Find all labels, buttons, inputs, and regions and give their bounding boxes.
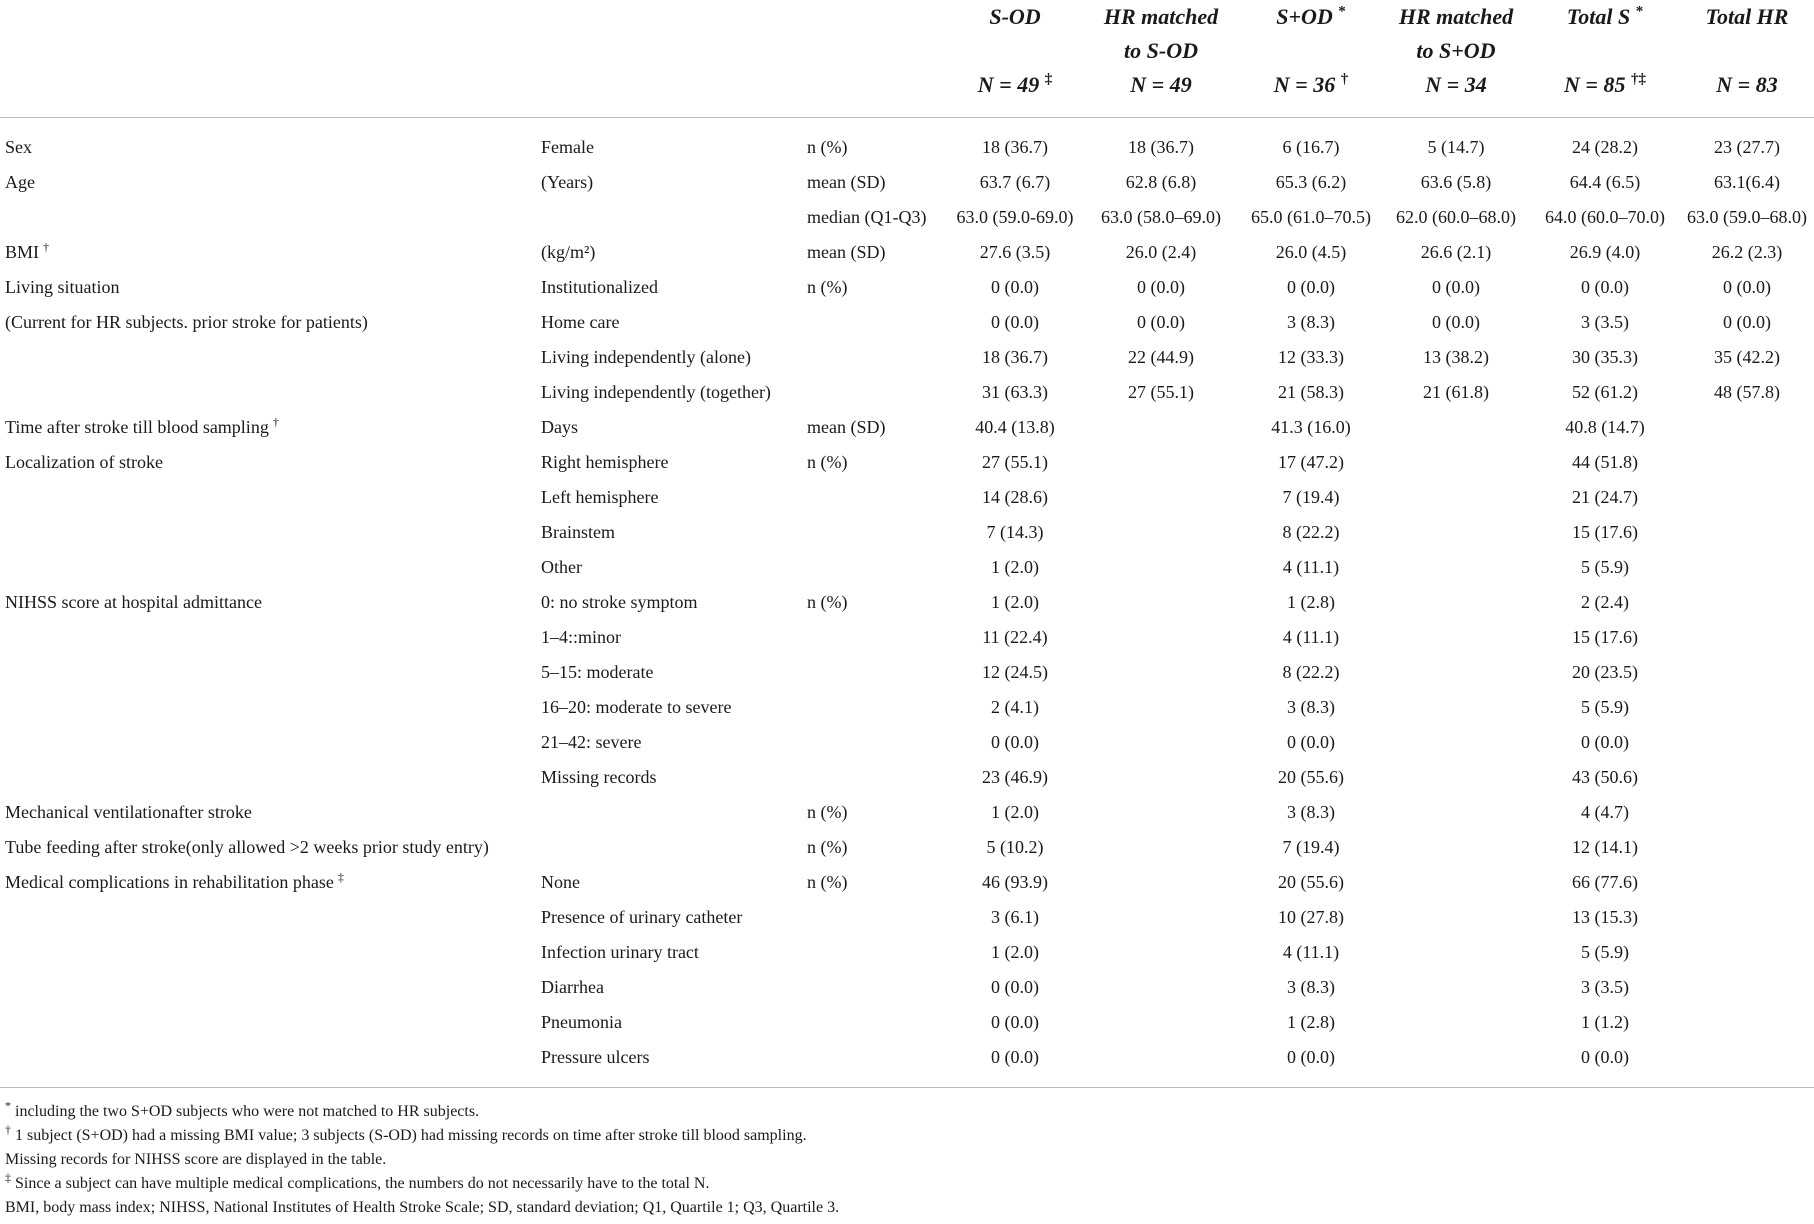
row-statistic: n (%) xyxy=(807,872,848,892)
row-label-text: NIHSS score at hospital admittance xyxy=(5,592,262,612)
table-cell: 27 (55.1) xyxy=(982,452,1048,472)
table-row xyxy=(0,865,1814,900)
table-cell: 1 (2.8) xyxy=(1287,1012,1335,1032)
table-cell: 4 (11.1) xyxy=(1282,942,1340,962)
table-cell: 40.4 (13.8) xyxy=(975,417,1055,437)
row-category: Institutionalized xyxy=(541,277,658,297)
table-cell: 5 (10.2) xyxy=(986,837,1044,857)
row-statistic: n (%) xyxy=(807,592,848,612)
table-row xyxy=(0,130,1814,165)
table-row xyxy=(0,760,1814,795)
table-row xyxy=(0,970,1814,1005)
row-category: Missing records xyxy=(541,767,657,787)
row-label xyxy=(5,480,9,515)
table-cell: 46 (93.9) xyxy=(982,872,1048,892)
table-cell: 0 (0.0) xyxy=(991,1012,1039,1032)
row-label xyxy=(5,760,9,795)
table-cell: 48 (57.8) xyxy=(1714,382,1780,402)
table-cell: 64.4 (6.5) xyxy=(1569,172,1641,192)
row-label xyxy=(5,305,372,340)
table-cell: 64.0 (60.0–70.0) xyxy=(1545,207,1665,227)
table-cell: 3 (8.3) xyxy=(1287,697,1335,717)
table-cell: 5 (14.7) xyxy=(1427,137,1485,157)
column-header xyxy=(1386,0,1526,102)
table-cell: 6 (16.7) xyxy=(1282,137,1340,157)
table-cell: 2 (2.4) xyxy=(1581,592,1629,612)
row-label xyxy=(5,725,9,760)
table-cell: 21 (24.7) xyxy=(1572,487,1638,507)
table-cell: 0 (0.0) xyxy=(1287,277,1335,297)
table-cell: 2 (4.1) xyxy=(991,697,1039,717)
column-header xyxy=(1680,0,1814,102)
column-title-line2: to S-OD xyxy=(1124,38,1198,63)
table-cell: 0 (0.0) xyxy=(991,977,1039,997)
table-cell: 5 (5.9) xyxy=(1581,942,1629,962)
table-cell: 1 (2.0) xyxy=(991,592,1039,612)
table-cell: 15 (17.6) xyxy=(1572,522,1638,542)
table-cell: 20 (55.6) xyxy=(1278,767,1344,787)
row-category: Other xyxy=(541,557,582,577)
column-header xyxy=(948,0,1082,102)
row-label-text: Medical complications in rehabilitation phase xyxy=(5,872,334,892)
table-row xyxy=(0,585,1814,620)
table-cell: 35 (42.2) xyxy=(1714,347,1780,367)
table-cell: 11 (22.4) xyxy=(982,627,1048,647)
bottom-rule xyxy=(0,1087,1814,1088)
column-header xyxy=(1530,0,1680,102)
row-category: 16–20: moderate to severe xyxy=(541,697,732,717)
footnote xyxy=(5,1100,479,1124)
column-title: Total HR xyxy=(1705,4,1789,29)
table-cell: 10 (27.8) xyxy=(1278,907,1344,927)
table-cell: 8 (22.2) xyxy=(1282,662,1340,682)
table-row xyxy=(0,795,1814,830)
table-cell: 12 (33.3) xyxy=(1278,347,1344,367)
column-title-mark: * xyxy=(1338,3,1346,20)
footnote-text: Missing records for NIHSS score are displayed in the table. xyxy=(5,1151,387,1168)
row-label xyxy=(5,375,9,410)
row-category: Living independently (alone) xyxy=(541,347,751,367)
table-cell: 26.2 (2.3) xyxy=(1711,242,1783,262)
table-row xyxy=(0,900,1814,935)
table-cell: 4 (11.1) xyxy=(1282,627,1340,647)
table-cell: 65.3 (6.2) xyxy=(1275,172,1347,192)
table-cell: 0 (0.0) xyxy=(991,1047,1039,1067)
column-header xyxy=(1236,0,1386,102)
row-category: Female xyxy=(541,137,594,157)
table-row xyxy=(0,375,1814,410)
table-cell: 66 (77.6) xyxy=(1572,872,1638,892)
row-category: (Years) xyxy=(541,172,594,192)
table-cell: 8 (22.2) xyxy=(1282,522,1340,542)
table-cell: 15 (17.6) xyxy=(1572,627,1638,647)
row-label xyxy=(5,970,9,1005)
table-row xyxy=(0,550,1814,585)
row-label-text: Localization of stroke xyxy=(5,452,163,472)
table-row xyxy=(0,725,1814,760)
row-statistic: n (%) xyxy=(807,137,848,157)
table-cell: 18 (36.7) xyxy=(982,137,1048,157)
column-n: N = 83 xyxy=(1716,72,1778,97)
table-cell: 0 (0.0) xyxy=(1137,277,1185,297)
row-category: Diarrhea xyxy=(541,977,604,997)
table-cell: 0 (0.0) xyxy=(991,277,1039,297)
row-category: (kg/m²) xyxy=(541,242,596,262)
row-label-mark: † xyxy=(43,240,50,254)
footnote-mark: * xyxy=(5,1098,11,1113)
column-mark: ‡ xyxy=(1044,71,1053,88)
table-cell: 20 (23.5) xyxy=(1572,662,1638,682)
row-statistic: n (%) xyxy=(807,277,848,297)
table-cell: 63.6 (5.8) xyxy=(1420,172,1492,192)
row-label xyxy=(5,865,344,900)
row-label-mark: ‡ xyxy=(337,870,344,884)
table-row xyxy=(0,515,1814,550)
column-title-line2: to S+OD xyxy=(1416,38,1496,63)
row-category: 5–15: moderate xyxy=(541,662,654,682)
column-title: S+OD xyxy=(1276,4,1333,29)
row-statistic: median (Q1-Q3) xyxy=(807,207,927,227)
table-cell: 3 (8.3) xyxy=(1287,977,1335,997)
table-cell: 21 (61.8) xyxy=(1423,382,1489,402)
table-row xyxy=(0,480,1814,515)
table-cell: 18 (36.7) xyxy=(982,347,1048,367)
table-row xyxy=(0,410,1814,445)
table-cell: 3 (6.1) xyxy=(991,907,1039,927)
table-cell: 63.0 (58.0–69.0) xyxy=(1101,207,1221,227)
row-category: None xyxy=(541,872,580,892)
row-label xyxy=(5,655,9,690)
table-cell: 7 (14.3) xyxy=(986,522,1044,542)
table-cell: 23 (46.9) xyxy=(982,767,1048,787)
row-category: Days xyxy=(541,417,578,437)
row-category: 0: no stroke symptom xyxy=(541,592,698,612)
row-label xyxy=(5,550,9,585)
footnote xyxy=(5,1124,807,1148)
row-label xyxy=(5,1040,9,1075)
table-cell: 43 (50.6) xyxy=(1572,767,1638,787)
table-cell: 40.8 (14.7) xyxy=(1565,417,1645,437)
table-row xyxy=(0,340,1814,375)
footnote-text: Since a subject can have multiple medical complications, the numbers do not necessarily have to the total N. xyxy=(11,1175,710,1192)
row-category: Living independently (together) xyxy=(541,382,771,402)
table-cell: 65.0 (61.0–70.5) xyxy=(1251,207,1371,227)
table-cell: 3 (8.3) xyxy=(1287,312,1335,332)
column-title: HR matched xyxy=(1103,4,1219,29)
table-cell: 0 (0.0) xyxy=(1137,312,1185,332)
table-cell: 63.0 (59.0–68.0) xyxy=(1687,207,1807,227)
row-label xyxy=(5,165,39,200)
table-cell: 27.6 (3.5) xyxy=(979,242,1051,262)
column-n: N = 85 xyxy=(1564,72,1626,97)
table-row xyxy=(0,270,1814,305)
table-row xyxy=(0,200,1814,235)
row-label xyxy=(5,340,9,375)
table-cell: 62.0 (60.0–68.0) xyxy=(1396,207,1516,227)
row-label xyxy=(5,445,167,480)
footnote xyxy=(5,1172,709,1196)
footnote-text: BMI, body mass index; NIHSS, National Institutes of Health Stroke Scale; SD, standard deviation; Q1, Quartile 1; Q3, Quartile 3. xyxy=(5,1199,840,1216)
column-mark: †‡ xyxy=(1630,71,1646,88)
footnote xyxy=(5,1196,839,1220)
table-cell: 63.7 (6.7) xyxy=(979,172,1051,192)
row-label xyxy=(5,900,9,935)
table-cell: 12 (14.1) xyxy=(1572,837,1638,857)
row-label-text: Tube feeding after stroke(only allowed >2 weeks prior study entry) xyxy=(5,837,489,857)
table-cell: 44 (51.8) xyxy=(1572,452,1638,472)
table-cell: 5 (5.9) xyxy=(1581,697,1629,717)
column-header xyxy=(1086,0,1236,102)
row-label xyxy=(5,130,36,165)
table-cell: 0 (0.0) xyxy=(1723,312,1771,332)
column-n: N = 49 xyxy=(977,72,1040,97)
table-cell: 0 (0.0) xyxy=(1287,732,1335,752)
row-label xyxy=(5,270,124,305)
table-cell: 26.0 (4.5) xyxy=(1275,242,1347,262)
column-n: N = 34 xyxy=(1425,72,1487,97)
row-category: Brainstem xyxy=(541,522,615,542)
row-label xyxy=(5,1005,9,1040)
header-rule xyxy=(0,117,1814,118)
row-label xyxy=(5,585,266,620)
table-cell: 4 (4.7) xyxy=(1581,802,1629,822)
table-cell: 4 (11.1) xyxy=(1282,557,1340,577)
row-label xyxy=(5,410,279,445)
row-label-text: Sex xyxy=(5,137,32,157)
row-label-text: Living situation xyxy=(5,277,120,297)
column-mark: † xyxy=(1340,71,1349,88)
table-cell: 1 (2.0) xyxy=(991,802,1039,822)
table-cell: 0 (0.0) xyxy=(1287,1047,1335,1067)
table-cell: 14 (28.6) xyxy=(982,487,1048,507)
table-cell: 63.1(6.4) xyxy=(1714,172,1780,192)
row-label xyxy=(5,620,9,655)
row-label-text: BMI xyxy=(5,242,40,262)
table-row xyxy=(0,935,1814,970)
table-cell: 13 (15.3) xyxy=(1572,907,1638,927)
table-cell: 12 (24.5) xyxy=(982,662,1048,682)
table-cell: 31 (63.3) xyxy=(982,382,1048,402)
table-cell: 3 (8.3) xyxy=(1287,802,1335,822)
table-cell: 26.9 (4.0) xyxy=(1569,242,1641,262)
table-cell: 30 (35.3) xyxy=(1572,347,1638,367)
column-n: N = 49 xyxy=(1130,72,1192,97)
table-cell: 22 (44.9) xyxy=(1128,347,1194,367)
row-statistic: mean (SD) xyxy=(807,417,886,437)
row-statistic: n (%) xyxy=(807,837,848,857)
column-title: HR matched xyxy=(1398,4,1514,29)
footnote-mark: ‡ xyxy=(5,1170,11,1185)
table-cell: 27 (55.1) xyxy=(1128,382,1194,402)
table-cell: 7 (19.4) xyxy=(1282,487,1340,507)
table-header xyxy=(0,0,1814,118)
table-cell: 0 (0.0) xyxy=(1723,277,1771,297)
table-cell: 1 (1.2) xyxy=(1581,1012,1629,1032)
table-row xyxy=(0,830,1814,865)
table-cell: 41.3 (16.0) xyxy=(1271,417,1351,437)
table-row xyxy=(0,305,1814,340)
row-category: Left hemisphere xyxy=(541,487,659,507)
row-label-text: (Current for HR subjects. prior stroke for patients) xyxy=(5,312,368,332)
footnote xyxy=(5,1148,386,1172)
table-cell: 0 (0.0) xyxy=(1432,277,1480,297)
row-category: Home care xyxy=(541,312,620,332)
table-cell: 20 (55.6) xyxy=(1278,872,1344,892)
table-cell: 62.8 (6.8) xyxy=(1125,172,1197,192)
footnote-text: 1 subject (S+OD) had a missing BMI value; 3 subjects (S-OD) had missing records on time after stroke till blood sampling. xyxy=(11,1127,807,1144)
row-label xyxy=(5,795,256,830)
column-n: N = 36 xyxy=(1273,72,1336,97)
footnote-mark: † xyxy=(5,1122,11,1137)
row-label-text: Time after stroke till blood sampling xyxy=(5,417,269,437)
table-row xyxy=(0,655,1814,690)
table-cell: 0 (0.0) xyxy=(1581,732,1629,752)
row-label xyxy=(5,690,9,725)
table-cell: 17 (47.2) xyxy=(1278,452,1344,472)
table-cell: 0 (0.0) xyxy=(991,732,1039,752)
table-cell: 63.0 (59.0-69.0) xyxy=(956,207,1074,227)
table-cell: 0 (0.0) xyxy=(1432,312,1480,332)
table-cell: 7 (19.4) xyxy=(1282,837,1340,857)
table-cell: 1 (2.0) xyxy=(991,557,1039,577)
column-title: S-OD xyxy=(989,4,1041,29)
table-row xyxy=(0,1040,1814,1075)
table-cell: 26.6 (2.1) xyxy=(1420,242,1492,262)
row-label xyxy=(5,235,49,270)
row-category: Pneumonia xyxy=(541,1012,622,1032)
row-statistic: mean (SD) xyxy=(807,172,886,192)
row-category: 1–4::minor xyxy=(541,627,621,647)
table-cell: 0 (0.0) xyxy=(1581,1047,1629,1067)
table-cell: 24 (28.2) xyxy=(1572,137,1638,157)
table-row xyxy=(0,165,1814,200)
table-row xyxy=(0,235,1814,270)
row-label xyxy=(5,830,493,865)
table-cell: 18 (36.7) xyxy=(1128,137,1194,157)
row-category: Infection urinary tract xyxy=(541,942,699,962)
table-row xyxy=(0,445,1814,480)
table-cell: 5 (5.9) xyxy=(1581,557,1629,577)
row-category: Right hemisphere xyxy=(541,452,669,472)
table-cell: 26.0 (2.4) xyxy=(1125,242,1197,262)
row-label xyxy=(5,200,9,235)
column-title: Total S xyxy=(1566,4,1631,29)
table-cell: 21 (58.3) xyxy=(1278,382,1344,402)
footnote-text: including the two S+OD subjects who were not matched to HR subjects. xyxy=(11,1103,480,1120)
table-cell: 13 (38.2) xyxy=(1423,347,1489,367)
row-category: 21–42: severe xyxy=(541,732,642,752)
table-row xyxy=(0,690,1814,725)
table-cell: 3 (3.5) xyxy=(1581,312,1629,332)
row-label xyxy=(5,935,9,970)
table-cell: 23 (27.7) xyxy=(1714,137,1780,157)
table-cell: 0 (0.0) xyxy=(1581,277,1629,297)
row-label-mark: † xyxy=(272,415,279,429)
row-statistic: n (%) xyxy=(807,452,848,472)
row-label-text: Mechanical ventilationafter stroke xyxy=(5,802,252,822)
row-statistic: n (%) xyxy=(807,802,848,822)
table-row xyxy=(0,1005,1814,1040)
row-statistic: mean (SD) xyxy=(807,242,886,262)
row-label-text: Age xyxy=(5,172,35,192)
table-cell: 3 (3.5) xyxy=(1581,977,1629,997)
table-cell: 1 (2.0) xyxy=(991,942,1039,962)
table-cell: 52 (61.2) xyxy=(1572,382,1638,402)
table-row xyxy=(0,620,1814,655)
table-cell: 0 (0.0) xyxy=(991,312,1039,332)
row-label xyxy=(5,515,9,550)
column-title-mark: * xyxy=(1635,3,1644,20)
table-cell: 1 (2.8) xyxy=(1287,592,1335,612)
row-category: Presence of urinary catheter xyxy=(541,907,743,927)
row-category: Pressure ulcers xyxy=(541,1047,650,1067)
